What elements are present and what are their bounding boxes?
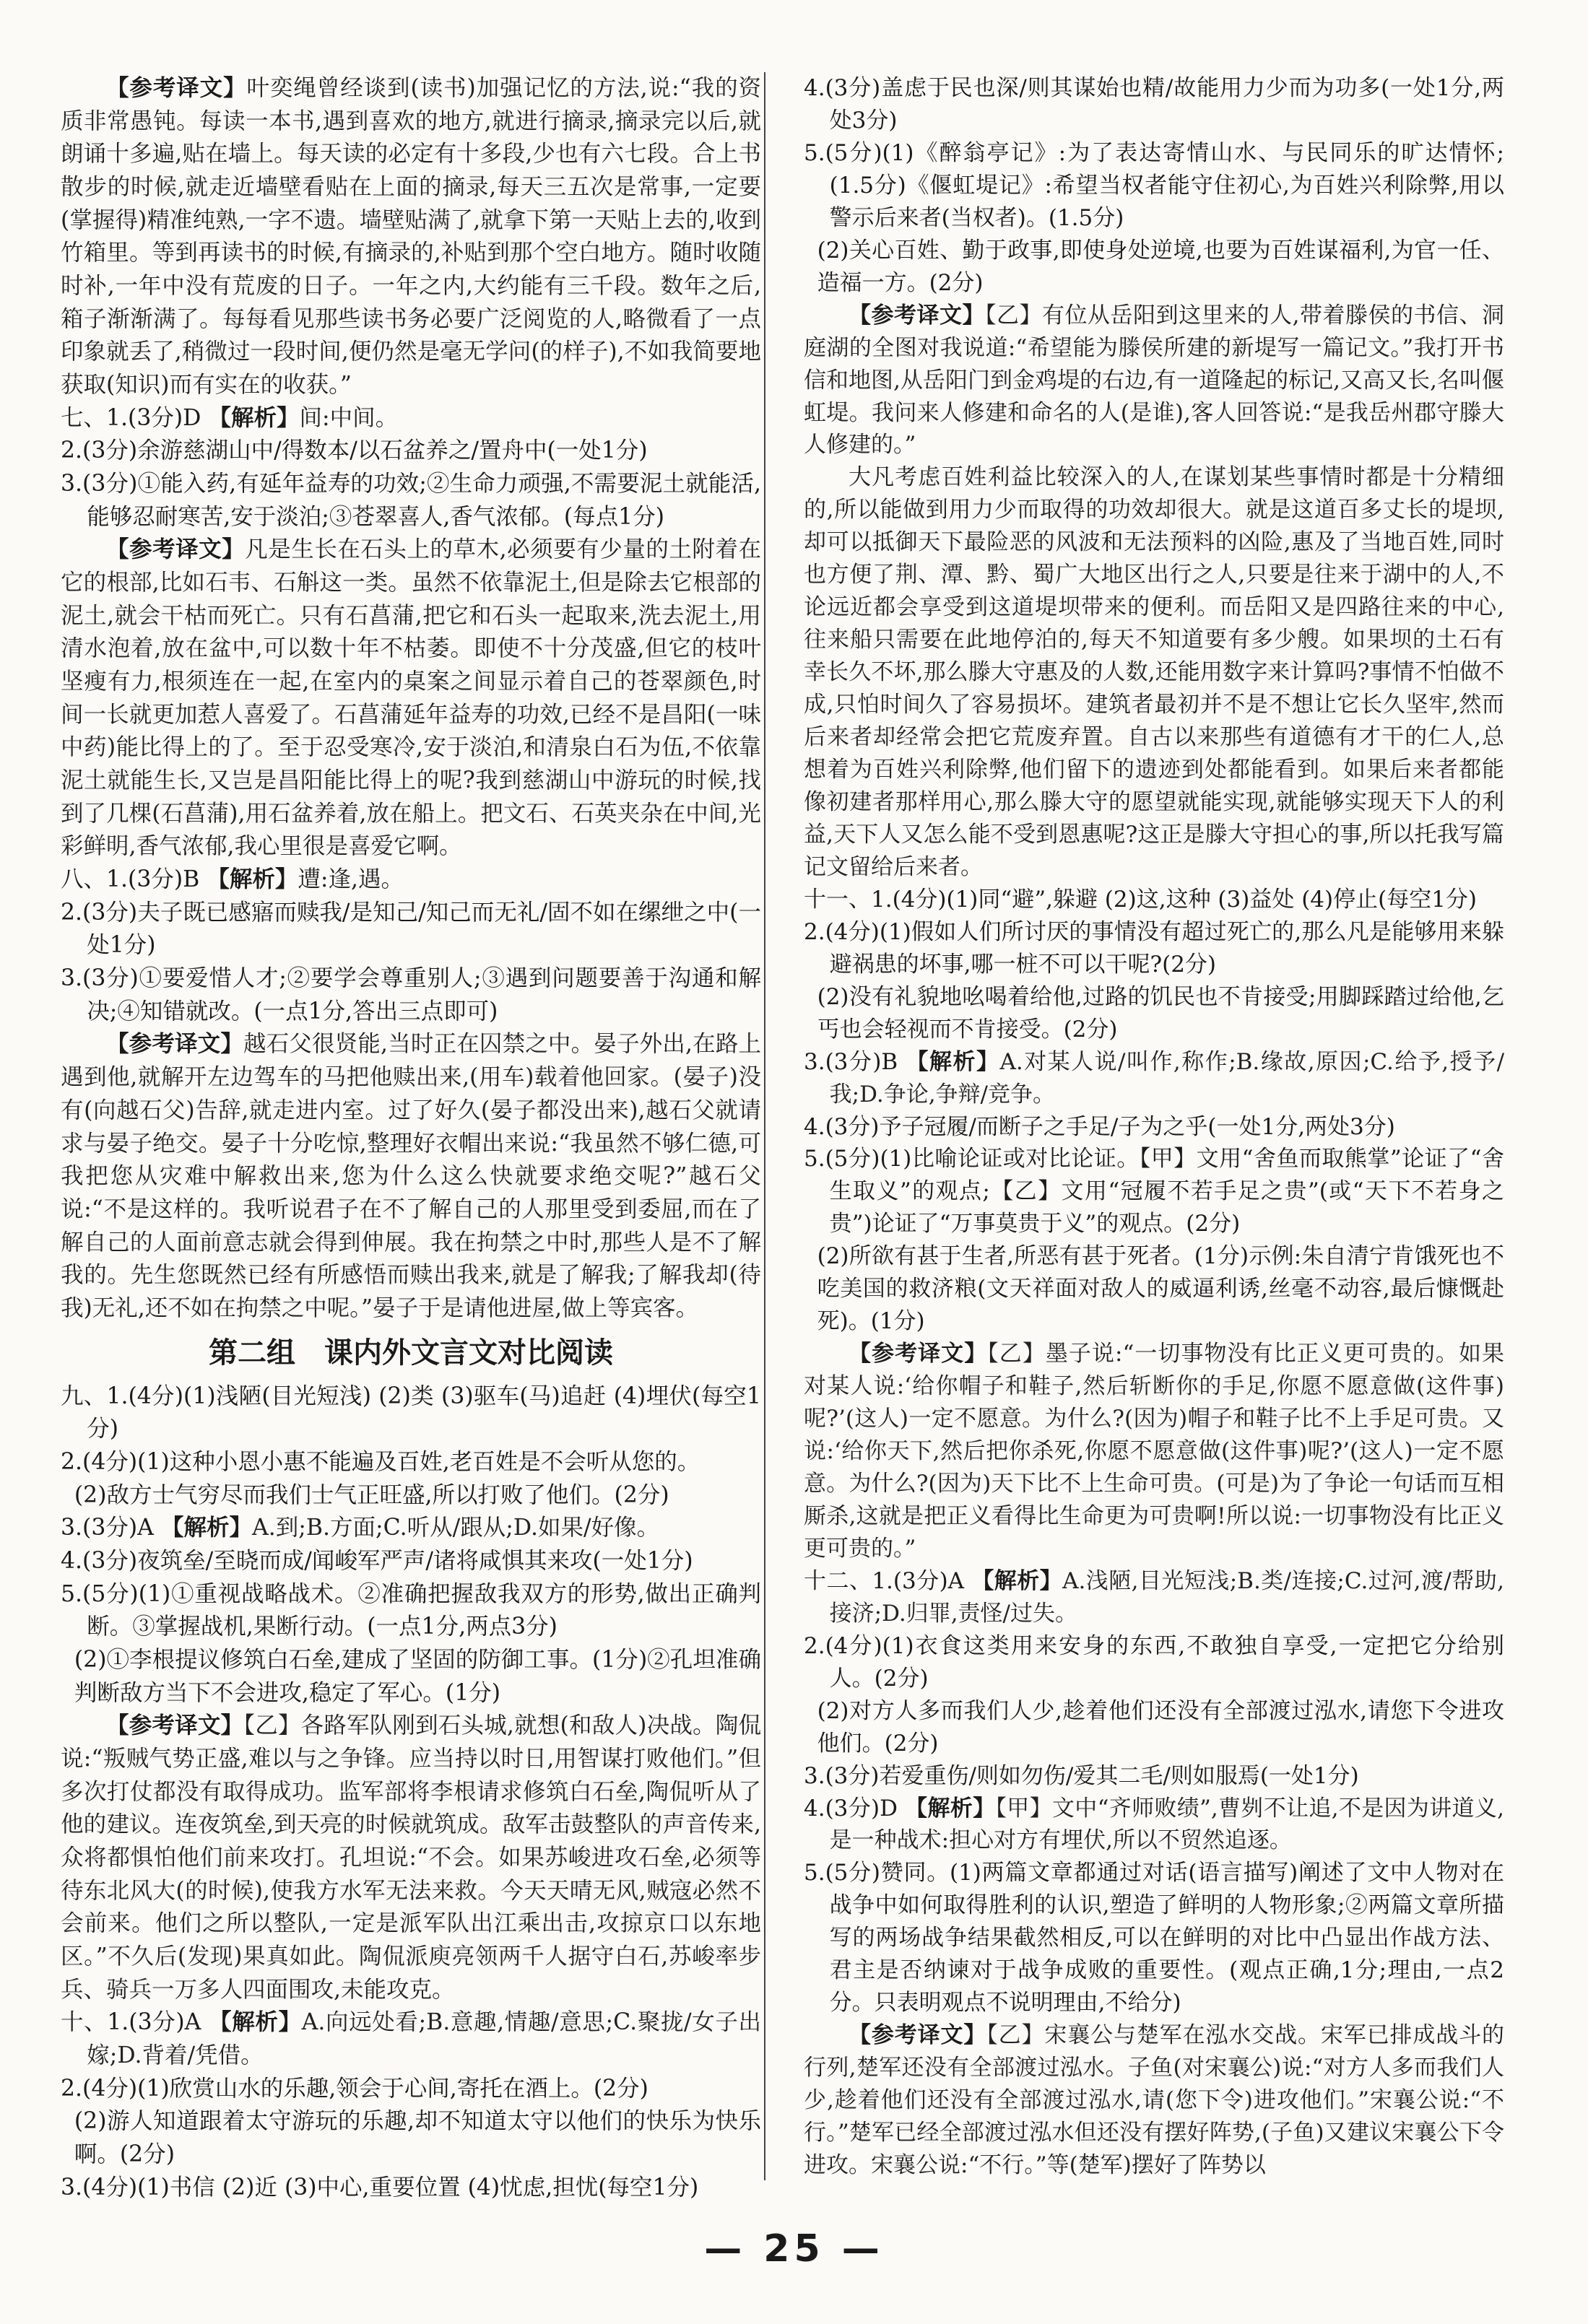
left-column: [61, 72, 761, 2204]
answer-item: [61, 1512, 761, 1545]
reference-text: 【乙】墨子说:“一切事物没有比正义更可贵的。如果对某人说:‘给你帽子和鞋子,然后斩断你的手足,你愿不愿意做(这件事)呢?’(这人)一定不愿意。为什么?(因为)帽子和鞋子比不上手足可贵。又说:‘给你天下,然后把你杀死,你愿不愿意做(这件事)呢?’(这人)一定不愿意。为什么?(因为)天下比不上生命可贵。(可是)为了争论一句话而互相厮杀,这就是把正义看得比生命更为可贵啊!所以说:一切事物没有比正义更可贵的。”: [804, 1341, 1505, 1562]
answer-item: [61, 2006, 761, 2072]
answer-item: [61, 897, 761, 962]
answer-subitem: (2)没有礼貌地吆喝着给他,过路的饥民也不肯接受;用脚踩踏过给他,乞丐也会轻视而不肯接受。(2分): [817, 983, 1504, 1043]
answer-item: [804, 1046, 1504, 1111]
answer-subitem: (2)对方人多而我们人少,趁着他们还没有全部渡过泓水,请您下令进攻他们。(2分): [817, 1697, 1504, 1757]
answer-text: 3.(3分)①能入药,有延年益寿的功效;②生命力顽强,不需要泥土就能活,能够忍耐寒苦,安于淡泊;③苍翠喜人,香气浓郁。(每点1分): [61, 471, 761, 530]
answer-text: 八、1.(3分)B: [61, 866, 207, 893]
answer-item: [804, 916, 1504, 981]
answer-text: 十二、1.(3分)A: [804, 1567, 972, 1594]
answer-text: 2.(4分)(1)这种小恩小惠不能遍及百姓,老百姓是不会听从您的。: [61, 1448, 700, 1475]
analysis-label: 【解析】: [208, 404, 300, 431]
answer-text: 十一、1.(4分)(1)同“避”,躲避 (2)这,这种 (3)益处 (4)停止(每空1分): [804, 886, 1478, 913]
answer-text: 七、1.(3分)D: [61, 404, 209, 431]
analysis-label: 【解析】: [207, 866, 298, 893]
answer-text: 5.(5分)(1)比喻论证或对比论证。【甲】文用“舍鱼而取熊掌”论证了“舍生取义”的观点;【乙】文用“冠履不若手足之贵”(或“天下不若身之贵”)论证了“万事莫贵于义”的观点。(2分): [804, 1146, 1504, 1237]
analysis-label: 【解析】: [160, 1515, 252, 1541]
section-heading: 第二组 课内外文言文对比阅读: [209, 1336, 613, 1370]
answer-item: [804, 1760, 1504, 1793]
answer-item: [61, 1446, 761, 1479]
answer-text: 4.(3分)D: [804, 1795, 906, 1822]
answer-item: [61, 1380, 761, 1446]
answer-text: 2.(4分)(1)欣赏山水的乐趣,领会于心间,寄托在酒上。(2分): [61, 2075, 648, 2102]
answer-item: [804, 1565, 1504, 1630]
answer-item: [61, 863, 761, 897]
answer-text: 5.(5分)赞同。(1)两篇文章都通过对话(语言描写)阐述了文中人物对在战争中如何取得胜利的认识,塑造了鲜明的人物形象;②两篇文章所描写的两场战争结果截然相反,可以在鲜明的对比中凸显出作战方法、君主是否纳谏对于战争成败的重要性。(观点正确,1分;理由,一点2分。只表明观点不说明理由,不给分): [804, 1860, 1504, 2016]
answer-text: 4.(3分)予子冠履/而断子之手足/子为之乎(一处1分,两处3分): [804, 1113, 1395, 1140]
reference-text: 【乙】有位从岳阳到这里来的人,带着滕侯的书信、洞庭湖的全图对我说道:“希望能为滕侯所建的新堤写一篇记文。”我打开书信和地图,从岳阳门到金鸡堤的右边,有一道隆起的标记,又高又长,名叫偃虹堤。我问来人修建和命名的人(是谁),客人回答说:“是我岳州郡守滕大人修建的。”: [804, 302, 1504, 458]
answer-subitem: (2)①李根提议修筑白石垒,建成了坚固的防御工事。(1分)②孔坦准确判断敌方当下不会进攻,稳定了军心。(1分): [74, 1646, 761, 1706]
answer-text: 3.(3分)①要爱惜人才;②要学会尊重别人;③遇到问题要善于沟通和解决;④知错就改。(一点1分,答出三点即可): [61, 965, 761, 1024]
page-number: — 25 —: [704, 2227, 884, 2271]
answer-item: [804, 1630, 1504, 1695]
answer-text: 3.(3分)B: [804, 1048, 906, 1075]
analysis-label: 【解析】: [209, 2009, 302, 2036]
analysis-text: 遭:逢,遇。: [298, 866, 404, 893]
answer-text: 3.(3分)若爱重伤/则如勿伤/爱其二毛/则如服焉(一处1分): [804, 1762, 1359, 1789]
answer-item: [804, 1793, 1504, 1858]
analysis-text: A.浅陋,目光短浅;B.类/连接;C.过河,渡/帮助,接济;D.归罪,责怪/过失。: [829, 1567, 1505, 1627]
answer-item: [804, 1111, 1504, 1144]
answer-item: [804, 1143, 1504, 1240]
answer-subitem: (2)敌方士气穷尽而我们士气正旺盛,所以打败了他们。(2分): [74, 1481, 669, 1508]
reference-translation: [804, 1338, 1504, 1565]
answer-subitem: (2)关心百姓、勤于政事,即使身处逆境,也要为百姓谋福利,为官一任、造福一方。(2分): [817, 237, 1504, 296]
analysis-label: 【解析】: [971, 1567, 1063, 1594]
answer-item: [61, 402, 761, 435]
reference-translation: [61, 1028, 761, 1325]
answer-item: [61, 435, 761, 468]
answer-subitem: (2)游人知道跟着太守游玩的乐趣,却不知道太守以他们的快乐为快乐啊。(2分): [74, 2108, 761, 2167]
reference-label: 【参考译文】: [106, 1031, 244, 1058]
answer-item: [61, 1545, 761, 1578]
answer-text: 2.(3分)余游慈湖山中/得数本/以石盆养之/置舟中(一处1分): [61, 438, 648, 464]
analysis-text: A.向远处看;B.意趣,情趣/意思;C.聚拢/女子出嫁;D.背着/凭借。: [87, 2009, 761, 2068]
reference-label: 【参考译文】: [849, 2022, 987, 2049]
answer-text: 5.(5分)(1)《醉翁亭记》:为了表达寄情山水、与民同乐的旷达情怀;(1.5分)《偃虹堤记》:希望当权者能守住初心,为百姓兴利除弊,用以警示后来者(当权者)。(1.5分): [804, 139, 1504, 231]
answer-item: [804, 137, 1504, 235]
answer-item: [61, 2172, 761, 2205]
answer-item: [804, 1857, 1504, 2019]
answer-text: 3.(3分)A: [61, 1515, 161, 1541]
reference-translation: [804, 2019, 1504, 2182]
column-divider: [764, 72, 765, 2180]
reference-translation: [804, 300, 1504, 462]
reference-label: 【参考译文】: [106, 1712, 244, 1739]
answer-text: 5.(5分)(1)①重视战略战术。②准确把握敌我双方的形势,做出正确判断。③掌握战机,果断行动。(一点1分,两点3分): [61, 1580, 761, 1640]
analysis-text: A.到;B.方面;C.听从/跟从;D.如果/好像。: [251, 1515, 660, 1541]
reference-text: 【乙】各路军队刚到石头城,就想(和敌人)决战。陶侃说:“叛贼气势正盛,难以与之争锋。应当持以时日,用智谋打败他们。”但多次打仗都没有取得成功。监军部将李根请求修筑白石垒,陶侃听从了他的建议。连夜筑垒,到天亮的时候就筑成。敌军击鼓整队的声音传来,众将都惧怕他们前来攻打。孔坦说:“不会。如果苏峻进攻石垒,必须等待东北风大(的时候),使我方水军无法来救。今天天晴无风,贼寇必然不会前来。他们之所以整队,一定是派军队出江乘出击,攻掠京口以东地区。”不久后(发现)果真如此。陶侃派庾亮领两千人据守白石,苏峻率步兵、骑兵一万多人四面围攻,未能攻克。: [61, 1712, 761, 2003]
analysis-text: 间:中间。: [299, 404, 399, 431]
answer-text: 九、1.(4分)(1)浅陋(目光短浅) (2)类 (3)驱车(马)追赶 (4)埋伏(每空1分): [61, 1383, 761, 1442]
answer-text: 十、1.(3分)A: [61, 2009, 209, 2036]
answer-item: [61, 962, 761, 1028]
analysis-label: 【解析】: [906, 1048, 1000, 1075]
answer-subitem: (2)所欲有甚于生者,所恶有甚于死者。(1分)示例:朱自清宁肯饿死也不吃美国的救济粮(文天祥面对敌人的威逼利诱,丝毫不动容,最后慷慨赴死)。(1分): [817, 1243, 1504, 1335]
analysis-text: A.对某人说/叫作,称作;B.缘故,原因;C.给予,授予/我;D.争论,争辩/竞争。: [829, 1048, 1505, 1107]
answer-text: 4.(3分)夜筑垒/至晓而成/闻峻军严声/诸将咸惧其来攻(一处1分): [61, 1547, 693, 1574]
reference-translation: [61, 1710, 761, 2006]
answer-text: 2.(4分)(1)衣食这类用来安身的东西,不敢独自享受,一定把它分给别人。(2分): [804, 1632, 1504, 1692]
answer-text: 3.(4分)(1)书信 (2)近 (3)中心,重要位置 (4)忧虑,担忧(每空1分): [61, 2174, 699, 2201]
answer-text: 4.(3分)盖虑于民也深/则其谋始也精/故能用力少而为功多(一处1分,两处3分): [804, 75, 1504, 134]
reference-label: 【参考译文】: [106, 75, 247, 101]
answer-text: 2.(4分)(1)假如人们所讨厌的事情没有超过死亡的,那么凡是能够用来躲避祸患的坏事,哪一桩不可以干呢?(2分): [804, 918, 1504, 978]
reference-label: 【参考译文】: [849, 302, 986, 328]
answer-item: [61, 1578, 761, 1644]
reference-text: 越石父很贤能,当时正在囚禁之中。晏子外出,在路上遇到他,就解开左边驾车的马把他赎出来,(用车)载着他回家。(晏子)没有(向越石父)告辞,就走进内室。过了好久(晏子都没出来),越石父就请求与晏子绝交。晏子十分吃惊,整理好衣帽出来说:“我虽然不够仁德,可我把您从灾难中解救出来,您为什么这么快就要求绝交呢?”越石父说:“不是这样的。我听说君子在不了解自己的人那里受到委屈,而在了解自己的人面前意志就会得到伸展。我在拘禁之中时,那些人是不了解我的。先生您既然已经有所感悟而赎出我来,就是了解我;了解我却(待我)无礼,还不如在拘禁之中呢。”晏子于是请他进屋,做上等宾客。: [61, 1031, 761, 1321]
answer-item: [804, 884, 1504, 916]
answer-item: [61, 2073, 761, 2106]
reference-text: 【乙】宋襄公与楚军在泓水交战。宋军已排成战斗的行列,楚军还没有全部渡过泓水。子鱼(对宋襄公)说:“对方人多而我们人少,趁着他们还没有全部渡过泓水,请(您下令)进攻他们。”宋襄公说:“不行。”楚军已经全部渡过泓水但还没有摆好阵势,(子鱼)又建议宋襄公下令进攻。宋襄公说:“不行。”等(楚军)摆好了阵势以: [804, 2022, 1504, 2178]
reference-text: 凡是生长在石头上的草木,必须要有少量的土附着在它的根部,比如石韦、石斛这一类。虽然不依靠泥土,但是除去它根部的泥土,就会干枯而死亡。只有石菖蒲,把它和石头一起取来,洗去泥土,用清水泡着,放在盆中,可以数十年不枯萎。即使不十分茂盛,但它的枝叶坚瘦有力,根须连在一起,在室内的桌案之间显示着自己的苍翠颜色,时间一长就更加惹人喜爱了。石菖蒲延年益寿的功效,已经不是昌阳(一味中药)能比得上的了。至于忍受寒冷,安于淡泊,和清泉白石为伍,不依靠泥土就能生长,又岂是昌阳能比得上的呢?我到慈湖山中游玩的时候,找到了几棵(石菖蒲),用石盆养着,放在船上。把文石、石英夹杂在中间,光彩鲜明,香气浓郁,我心里很是喜爱它啊。: [61, 536, 761, 860]
right-column: [804, 72, 1504, 2182]
reference-translation: [61, 72, 761, 402]
translation-paragraph: 大凡考虑百姓利益比较深入的人,在谋划某些事情时都是十分精细的,所以能做到用力少而取得的功效却很大。就是这道百多丈长的堤坝,却可以抵御天下最险恶的风波和无法预料的凶险,惠及了当地百姓,同时也方便了荆、潭、黔、蜀广大地区出行之人,只要是往来于湖中的人,不论远近都会享受到这道堤坝带来的便利。而岳阳又是四路往来的中心,往来船只需要在此地停泊的,每天不知道要有多少艘。如果坝的土石有幸长久不坏,那么滕大守惠及的人数,还能用数字来计算吗?事情不怕做不成,只怕时间久了容易损坏。建筑者最初并不是不想让它长久坚牢,然而后来者却经常会把它荒废弃置。自古以来那些有道德有才干的仁人,总想着为百姓兴利除弊,他们留下的遗迹到处都能看到。如果后来者都能像初建者那样用心,那么滕大守的愿望就能实现,就能够实现天下人的利益,天下人又怎么能不受到恩惠呢?这正是滕大守担心的事,所以托我写篇记文留给后来者。: [804, 464, 1504, 880]
answer-item: [61, 468, 761, 534]
reference-translation: [61, 534, 761, 863]
reference-text: 叶奕绳曾经谈到(读书)加强记忆的方法,说:“我的资质非常愚钝。每读一本书,遇到喜欢的地方,就进行摘录,摘录完以后,就朗诵十多遍,贴在墙上。每天读的必定有十多段,少也有六七段。合上书散步的时候,就走近墙壁看贴在上面的摘录,每天三五次是常事,一定要(掌握得)精准纯熟,一字不遗。墙壁贴满了,就拿下第一天贴上去的,收到竹箱里。等到再读书的时候,有摘录的,补贴到那个空白地方。随时收随时补,一年中没有荒废的日子。一年之内,大约能有三千段。数年之后,箱子渐渐满了。每每看见那些读书务必要广泛阅览的人,略微看了一点印象就丢了,稍微过一段时间,便仍然是毫无学问(的样子),不如我简要地获取(知识)而有实在的收获。”: [61, 75, 761, 399]
reference-label: 【参考译文】: [106, 536, 246, 563]
reference-label: 【参考译文】: [849, 1341, 988, 1367]
analysis-text: 【甲】文中“齐师败绩”,曹刿不让追,不是因为讲道义,是一种战术:担心对方有埋伏,所以不贸然追逐。: [829, 1795, 1504, 1854]
answer-text: 2.(3分)夫子既已感寤而赎我/是知己/知己而无礼/固不如在缧绁之中(一处1分): [61, 899, 761, 959]
answer-item: [804, 72, 1504, 137]
analysis-label: 【解析】: [905, 1795, 996, 1822]
